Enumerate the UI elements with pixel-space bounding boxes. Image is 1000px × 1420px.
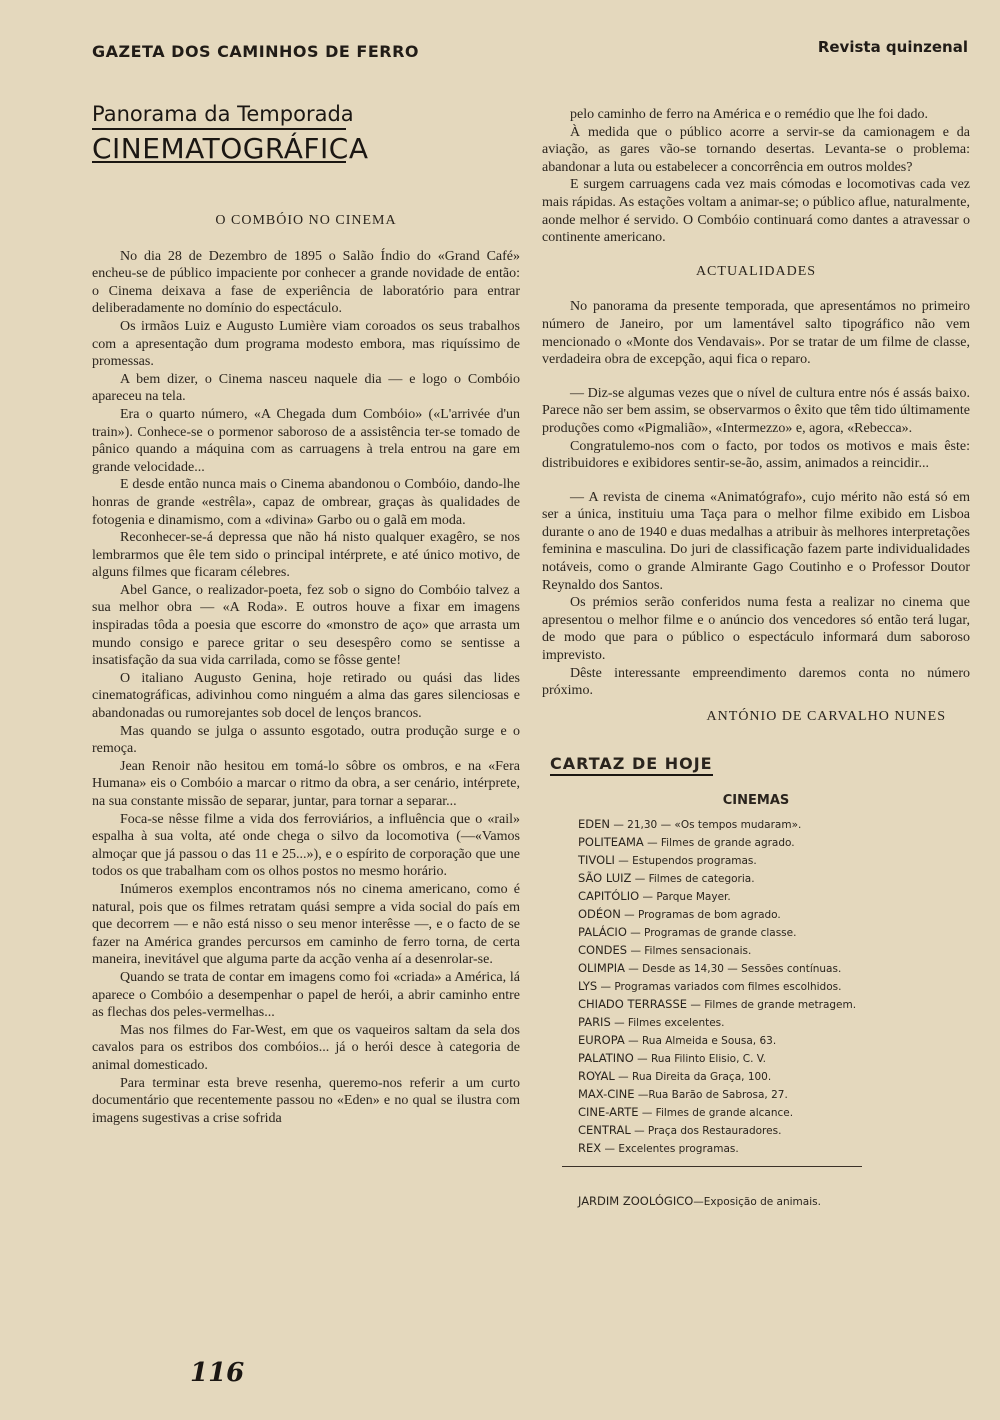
article-paragraph: E desde então nunca mais o Cinema abandonou o Combóio, dando-lhe honras de grande «estrêla», capaz de ombrear, graças às qualidades de fotogenia e dinamismo, com a «divina» Garbo ou o galã em moda. [92, 477, 520, 528]
cinema-entry [578, 1104, 970, 1122]
cinema-name: CHIADO TERRASSE [578, 996, 688, 1011]
cinema-entry [578, 1140, 970, 1158]
listing-divider [562, 1166, 862, 1167]
cinema-detail: — Filmes de grande alcance. [638, 1106, 794, 1119]
cinema-entry [578, 924, 970, 942]
cinema-entry [578, 888, 970, 906]
cinema-entry [578, 1068, 970, 1086]
right-column [542, 106, 970, 1211]
cinema-name: ODÉON [578, 906, 621, 921]
article-paragraph: Era o quarto número, «A Chegada dum Combóio» («L'arrivée d'un train»). Conhece-se o pormenor saboroso de a assistência ter-se tomado de pânico quando a máquina com as carruagens à trela entrou na gare em grande velocidade... [92, 406, 520, 475]
cinema-entry [578, 960, 970, 978]
cinema-detail: — Programas de bom agrado. [620, 908, 781, 921]
cinema-entry [578, 1086, 970, 1104]
cinema-entry [578, 870, 970, 888]
section-heading-actualidades: ACTUALIDADES [695, 263, 817, 279]
article-paragraph: No dia 28 de Dezembro de 1895 o Salão Índio do «Grand Café» encheu-se de público impaciente por conhecer a grande novidade de então: o Cinema deixava a fase de experiência de laboratório para entrar deliberadamente no domínio do espectáculo. [92, 248, 520, 317]
cinema-name: LYS [578, 978, 598, 993]
cinema-detail: — Filmes de grande agrado. [643, 836, 795, 849]
cinema-name: CENTRAL [578, 1122, 631, 1137]
article-paragraph: Jean Renoir não hesitou em tomá-lo sôbre os ombros, e na «Fera Humana» eis o Combóio a marcar o ritmo da obra, a ser cenário, intérprete, na sua constante missão de separar, juntar, para tornar a separar... [92, 758, 520, 809]
author-signature: ANTÓNIO DE CARVALHO NUNES [706, 708, 946, 724]
cinema-name: CINE-ARTE [578, 1104, 639, 1119]
magazine-frequency: Revista quinzenal [817, 38, 968, 56]
left-column [92, 102, 520, 1127]
cinema-detail: — Rua Almeida e Sousa, 63. [624, 1034, 777, 1047]
cinema-name: OLIMPIA [578, 960, 625, 975]
cinema-name: EDEN [578, 816, 610, 831]
actualidades-paragraph: Dêste interessante empreendimento daremos conta no número próximo. [542, 665, 970, 699]
article-paragraph: A bem dizer, o Cinema nasceu naquele dia — e logo o Combóio apareceu na tela. [92, 371, 520, 405]
cinema-name: CAPITÓLIO [578, 888, 640, 903]
cinema-entry [578, 1122, 970, 1140]
cinema-detail: — Filmes excelentes. [610, 1016, 725, 1029]
cinema-entry [578, 852, 970, 870]
cinema-name: ROYAL [578, 1068, 615, 1083]
actualidades-paragraph: — Diz-se algumas vezes que o nível de cultura entre nós é assás baixo. Parece não ser bem assim, se observarmos o êxito que têm tido últimamente produções como «Pigmalião», «Intermezzo» e, agora, «Rebecca». [542, 385, 970, 436]
cinema-detail: — Rua Filinto Elisio, C. V. [633, 1052, 766, 1065]
cinema-detail: — Praça dos Restauradores. [630, 1124, 782, 1137]
cinema-name: PALÁCIO [578, 924, 627, 939]
cinema-name: MAX-CINE [578, 1086, 635, 1101]
actualidades-paragraph: — A revista de cinema «Animatógrafo», cujo mérito não está só em ser a única, instituiu uma Taça para o melhor filme exibido em Lisboa durante o ano de 1940 e duas medalhas a atribuir às melhores interpretações feminina e masculina. Do juri de classificação fazem parte individualidades notáveis, como o grande Almirante Gago Coutinho e o Professor Doutor Reynaldo dos Santos. [542, 489, 970, 593]
cinema-entry [578, 1014, 970, 1032]
cinema-entry [578, 996, 970, 1014]
cinema-detail: — Filmes sensacionais. [627, 944, 752, 957]
cinema-name: REX [578, 1140, 602, 1155]
cinema-detail: — Filmes de categoria. [631, 872, 755, 885]
article-paragraph: À medida que o público acorre a servir-se da camionagem e da aviação, as gares vão-se tornando desertas. Levanta-se o problema: abandonar a luta ou estabelecer a concorrência em outros moldes? [542, 124, 970, 175]
cinema-detail: — Programas de grande classe. [626, 926, 797, 939]
cinema-detail: — Estupendos programas. [614, 854, 757, 867]
cinema-entry [578, 906, 970, 924]
section-heading-combóio: O COMBÓIO NO CINEMA [215, 213, 397, 228]
cinema-name: PALATINO [578, 1050, 634, 1065]
magazine-title: GAZETA DOS CAMINHOS DE FERRO [92, 42, 420, 61]
article-paragraph: Inúmeros exemplos encontramos nós no cinema americano, como é natural, pois que os filmes retratam quási sempre a vida social do país em que decorrem — e não está nisso o seu menor interêsse —, e o facto de se fazer na América grandes percursos em caminho de ferro torna, de certa maneira, inevitável que alguma parte da acção venha aí a desenrolar-se. [92, 881, 520, 968]
zoo-detail: —Exposição de animais. [693, 1195, 821, 1208]
article-title-line2: CINEMATOGRÁFICA [92, 131, 369, 165]
actualidades-paragraph: No panorama da presente temporada, que apresentámos no primeiro número de Janeiro, por um lamentável salto tipográfico não vem mencionado o «Monte dos Vendavais». Por se tratar de um filme de classe, verdadeira obra de excepção, aqui fica o reparo. [542, 299, 970, 368]
cinema-listing [578, 816, 970, 1158]
article-title-line1: Panorama da Temporada [92, 106, 346, 130]
cinema-name: PARIS [578, 1014, 611, 1029]
cinema-detail: — 21,30 — «Os tempos mudaram». [610, 818, 802, 831]
cinema-entry [578, 834, 970, 852]
article-paragraph: Mas quando se julga o assunto esgotado, outra produção surge e o remoça. [92, 723, 520, 757]
cinema-detail: — Filmes de grande metragem. [687, 998, 857, 1011]
left-article-body [92, 248, 520, 1128]
article-title [92, 102, 520, 212]
cinema-detail: — Programas variados com filmes escolhidos. [597, 980, 842, 993]
article-paragraph: Foca-se nêsse filme a vida dos ferroviários, a influência que o «rail» espalha à sua volta, até onde chega o silvo da locomotiva (—«Vamos almoçar que já passou o das 11 e 25...»), e o espírito de corporação que une todos os que trabalham com os olhos postos no mesmo horário. [92, 811, 520, 880]
cinema-name: SÃO LUIZ [578, 870, 632, 885]
article-paragraph: Mas nos filmes do Far-West, em que os vaqueiros saltam da sela dos cavalos para os estribos dos combóios... já o herói desce à categoria de animal domesticado. [92, 1022, 520, 1073]
actualidades-paragraph: Os prémios serão conferidos numa festa a realizar no cinema que apresentou o melhor filme e o anúncio dos vencedores só então terá lugar, de modo que para o público o espectáculo informará dum saboroso imprevisto. [542, 595, 970, 664]
cinemas-subtitle: CINEMAS [722, 793, 790, 808]
article-paragraph: Para terminar esta breve resenha, queremo-nos referir a um curto documentário que recentemente passou no «Eden» e no qual se ilustra com imagens sugestivas a crise sofrida [92, 1075, 520, 1126]
article-paragraph: Os irmãos Luiz e Augusto Lumière viam coroados os seus trabalhos com a apresentação dum programa modesto embora, mas riquíssimo de promessas. [92, 318, 520, 370]
right-article-body [542, 106, 970, 247]
article-paragraph: Abel Gance, o realizador-poeta, fez sob o signo do Combóio talvez a sua melhor obra — «A Roda». E outros houve a fixar em imagens inspiradas tôda a poesia que escorre do «monstro de aço» que arrasta um mundo consigo e parece gritar o seu desespêro como se sentisse a insatisfação da sua vida carrilada, como se fôsse gente! [92, 582, 520, 669]
actualidades-paragraph: Congratulemo-nos com o facto, por todos os motivos e mais êste: distribuidores e exibidores sentir-se-ão, assim, animados a reincidir... [542, 438, 970, 472]
cinema-entry [578, 1032, 970, 1050]
article-paragraph: Quando se trata de contar em imagens como foi «criada» a América, lá aparece o Combóio a desempenhar o papel de herói, a abrir caminho entre as flechas dos peles-vermelhas... [92, 969, 520, 1021]
cinema-detail: — Parque Mayer. [639, 890, 731, 903]
page-number: 116 [190, 1358, 245, 1388]
cinema-name: TIVOLI [578, 852, 615, 867]
cinema-entry [578, 942, 970, 960]
cinema-name: EUROPA [578, 1032, 625, 1047]
cinema-detail: — Rua Direita da Graça, 100. [614, 1070, 772, 1083]
zoo-listing [578, 1193, 970, 1212]
article-paragraph: Reconhecer-se-á depressa que não há nisto qualquer exagêro, se nos lembrarmos que êle tem sido o principal intérprete, e até único motivo, de alguns filmes que ficaram célebres. [92, 530, 520, 581]
cinema-entry [578, 1050, 970, 1068]
cinema-detail: — Desde as 14,30 — Sessões contínuas. [624, 962, 842, 975]
cinema-name: CONDES [578, 942, 628, 957]
article-paragraph: pelo caminho de ferro na América e o remédio que lhe foi dado. [570, 107, 929, 122]
zoo-name: JARDIM ZOOLÓGICO [578, 1193, 694, 1208]
cinema-name: POLITEAMA [578, 834, 644, 849]
cartaz-title: CARTAZ DE HOJE [550, 755, 713, 776]
cinema-entry [578, 816, 970, 834]
article-paragraph: E surgem carruagens cada vez mais cómodas e locomotivas cada vez mais rápidas. As estações voltam a animar-se; o público aflue, naturalmente, aonde melhor é servido. O Combóio continuará como dantes a atravessar o continente americano. [542, 177, 970, 246]
cinema-entry [578, 978, 970, 996]
cinema-detail: —Rua Barão de Sabrosa, 27. [634, 1088, 788, 1101]
article-paragraph: O italiano Augusto Genina, hoje retirado ou quási das lides cinematográficas, adivinhou como ninguém a alma das gares silenciosas e abandonadas ou rumorejantes sob docel de lenços brancos. [92, 670, 520, 722]
cinema-detail: — Excelentes programas. [601, 1142, 739, 1155]
